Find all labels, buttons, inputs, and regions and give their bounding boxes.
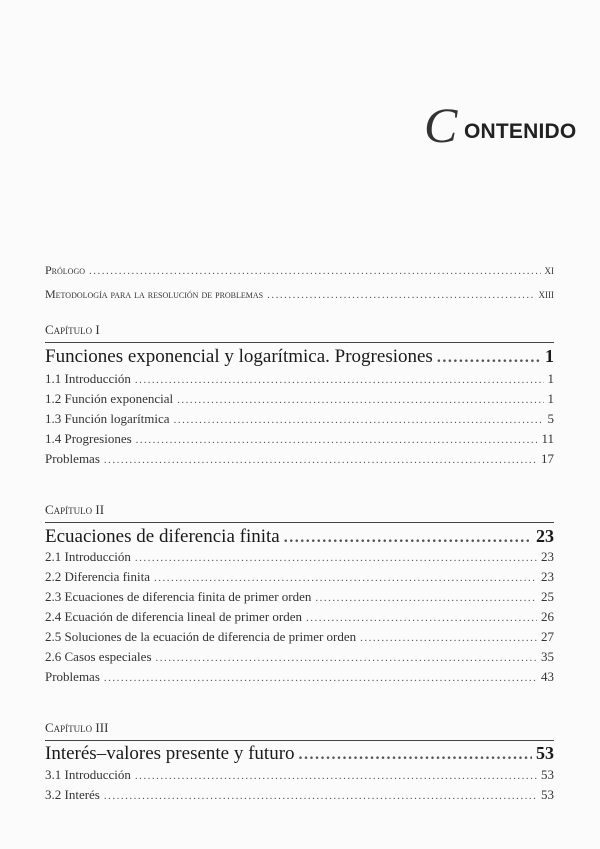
toc-entry-page: 1: [547, 371, 554, 386]
toc-entry[interactable]: [45, 669, 554, 685]
chapter-title: Funciones exponencial y logarítmica. Progresiones: [45, 346, 433, 367]
leader-dots: [135, 371, 544, 387]
toc-entry-page: 5: [547, 411, 554, 426]
chapter-title: Interés–valores presente y futuro: [45, 743, 295, 764]
chapter-title: Ecuaciones de diferencia finita: [45, 526, 280, 547]
toc-entry-label: Problemas: [45, 451, 100, 466]
toc-entry[interactable]: [45, 411, 554, 427]
leader-dots: [306, 609, 537, 625]
toc-entry-label: Metodología para la resolución de problemas: [45, 287, 264, 301]
toc-entry[interactable]: [45, 371, 554, 387]
toc-entry-page: 11: [541, 431, 554, 446]
toc-entry-label: 2.4 Ecuación de diferencia lineal de primer orden: [45, 609, 302, 624]
toc-entry-label: 1.2 Función exponencial: [45, 391, 174, 406]
toc-entry-label: 2.1 Introducción: [45, 549, 131, 564]
chapter-rule: [45, 740, 554, 741]
toc-entry[interactable]: [45, 451, 554, 467]
toc-entry-metodologia[interactable]: [45, 286, 554, 302]
leader-dots: [104, 787, 537, 803]
leader-dots: [104, 669, 537, 685]
toc-entry-label: 1.1 Introducción: [45, 371, 131, 386]
chapter-caption: Capítulo III: [45, 720, 109, 735]
title-initial: C: [424, 97, 458, 153]
toc-entry-page: 17: [541, 451, 554, 466]
toc-entry-prologo[interactable]: [45, 262, 554, 278]
title-rest: ONTENIDO: [464, 120, 577, 143]
chapter-page: 53: [536, 743, 554, 763]
toc-entry-page: 25: [541, 589, 554, 604]
toc-entry[interactable]: [45, 609, 554, 625]
leader-dots: [89, 263, 540, 278]
chapter-title-entry[interactable]: [45, 346, 554, 368]
table-of-contents: [45, 0, 554, 849]
leader-dots: [104, 451, 537, 467]
leader-dots: [135, 767, 537, 783]
toc-entry-page: 27: [541, 629, 554, 644]
toc-entry-page: 53: [541, 767, 554, 782]
chapter-caption: Capítulo II: [45, 502, 105, 517]
leader-dots: [299, 743, 532, 765]
toc-entry-label: 3.2 Interés: [45, 787, 100, 802]
toc-entry-page: xi: [544, 262, 554, 277]
toc-entry-label: 3.1 Introducción: [45, 767, 131, 782]
leader-dots: [267, 287, 534, 302]
toc-entry-label: 2.3 Ecuaciones de diferencia finita de primer orden: [45, 589, 312, 604]
chapter-rule: [45, 522, 554, 523]
toc-entry-label: Prólogo: [45, 263, 86, 277]
leader-dots: [154, 569, 537, 585]
toc-entry-label: Problemas: [45, 669, 100, 684]
toc-entry-page: 43: [541, 669, 554, 684]
toc-entry[interactable]: [45, 629, 554, 645]
leader-dots: [156, 649, 537, 665]
chapter-title-entry[interactable]: [45, 743, 554, 765]
toc-entry[interactable]: [45, 787, 554, 803]
leader-dots: [135, 549, 537, 565]
toc-entry-page: 26: [541, 609, 554, 624]
chapter-rule: [45, 342, 554, 343]
leader-dots: [136, 431, 538, 447]
toc-entry[interactable]: [45, 649, 554, 665]
chapter-caption: Capítulo I: [45, 322, 100, 337]
toc-entry-page: xiii: [538, 286, 554, 301]
toc-entry-page: 23: [541, 549, 554, 564]
chapter-title-entry[interactable]: [45, 526, 554, 548]
leader-dots: [284, 526, 532, 548]
chapter-page: 23: [536, 526, 554, 546]
toc-entry-label: 1.3 Función logarítmica: [45, 411, 170, 426]
leader-dots: [360, 629, 537, 645]
leader-dots: [177, 391, 543, 407]
toc-entry[interactable]: [45, 391, 554, 407]
toc-entry-page: 53: [541, 787, 554, 802]
toc-entry[interactable]: [45, 431, 554, 447]
toc-entry[interactable]: [45, 569, 554, 585]
toc-entry-label: 1.4 Progresiones: [45, 431, 132, 446]
leader-dots: [315, 589, 537, 605]
leader-dots: [174, 411, 544, 427]
toc-entry-label: 2.6 Casos especiales: [45, 649, 152, 664]
toc-entry[interactable]: [45, 589, 554, 605]
toc-entry[interactable]: [45, 549, 554, 565]
toc-entry-label: 2.5 Soluciones de la ecuación de diferencia de primer orden: [45, 629, 357, 644]
toc-entry[interactable]: [45, 767, 554, 783]
toc-entry-page: 35: [541, 649, 554, 664]
leader-dots: [437, 346, 541, 368]
toc-entry-page: 23: [541, 569, 554, 584]
toc-entry-label: 2.2 Diferencia finita: [45, 569, 151, 584]
chapter-page: 1: [545, 346, 554, 366]
toc-entry-page: 1: [547, 391, 554, 406]
